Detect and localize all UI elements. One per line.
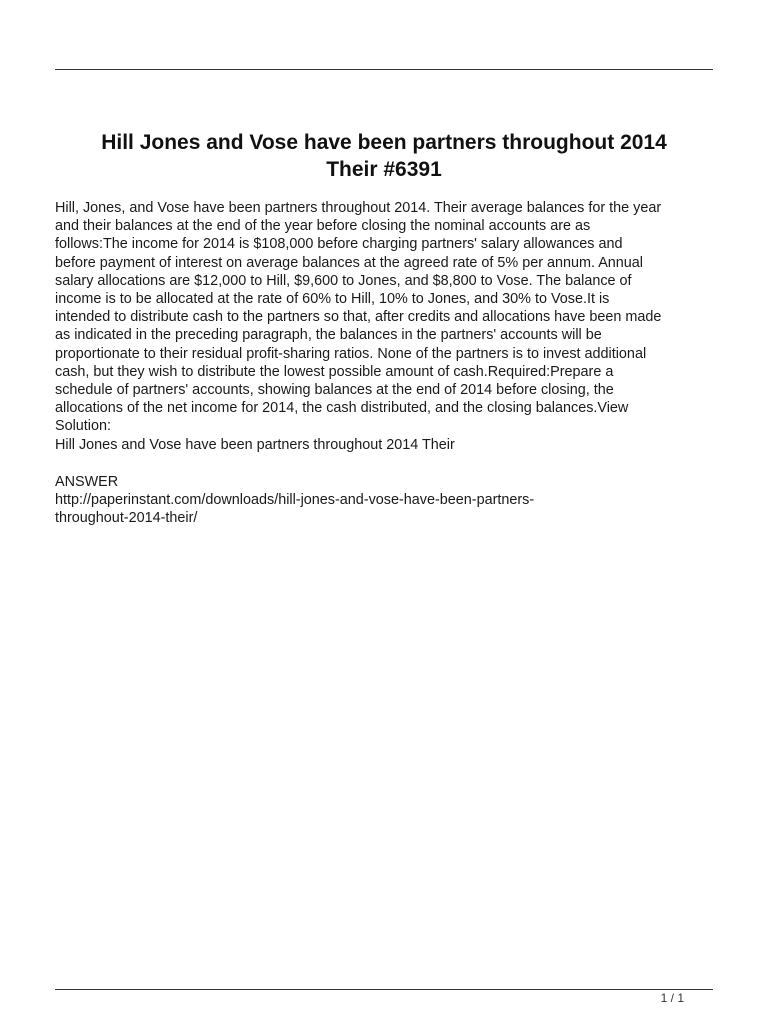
footer-divider [55, 989, 713, 990]
body-line: Hill, Jones, and Vose have been partners throughout 2014. Their average balances for the year [55, 200, 662, 216]
page-number: 1 / 1 [660, 991, 684, 1005]
body-line: allocations of the net income for 2014, the cash distributed, and the closing balances.View [55, 400, 629, 417]
title-line-2: Their #6391 [326, 158, 442, 181]
answer-section [55, 473, 717, 528]
body-line: income is to be allocated at the rate of 60% to Hill, 10% to Jones, and 30% to Vose.It is [55, 291, 610, 308]
body-line: intended to distribute cash to the partners so that, after credits and allocations have been made [55, 309, 662, 326]
title-line-1: Hill Jones and Vose have been partners throughout 2014 [101, 131, 667, 154]
body-line: follows:The income for 2014 is $108,000 before charging partners' salary allowances and [55, 236, 623, 253]
body-line: Hill Jones and Vose have been partners throughout 2014 Their [55, 436, 455, 453]
answer-link-line-1[interactable]: http://paperinstant.com/downloads/hill-jones-and-vose-have-been-partners- [55, 492, 535, 509]
document-body [55, 199, 717, 454]
body-line: and their balances at the end of the year before closing the nominal accounts are as [55, 218, 591, 235]
answer-link-line-2[interactable]: throughout-2014-their/ [55, 510, 198, 527]
body-line: salary allocations are $12,000 to Hill, $9,600 to Jones, and $8,800 to Vose. The balance of [55, 272, 632, 289]
body-line: before payment of interest on average balances at the agreed rate of 5% per annum. Annual [55, 254, 644, 271]
body-line: proportionate to their residual profit-sharing ratios. None of the partners is to invest additional [55, 345, 647, 362]
header-divider [55, 69, 713, 70]
document-title [55, 129, 713, 183]
body-line: Solution: [55, 418, 112, 435]
body-line: cash, but they wish to distribute the lowest possible amount of cash.Required:Prepare a [55, 363, 614, 380]
answer-label: ANSWER [55, 474, 119, 490]
body-line: as indicated in the preceding paragraph, the balances in the partners' accounts will be [55, 327, 602, 344]
body-line: schedule of partners' accounts, showing balances at the end of 2014 before closing, the [55, 382, 614, 399]
